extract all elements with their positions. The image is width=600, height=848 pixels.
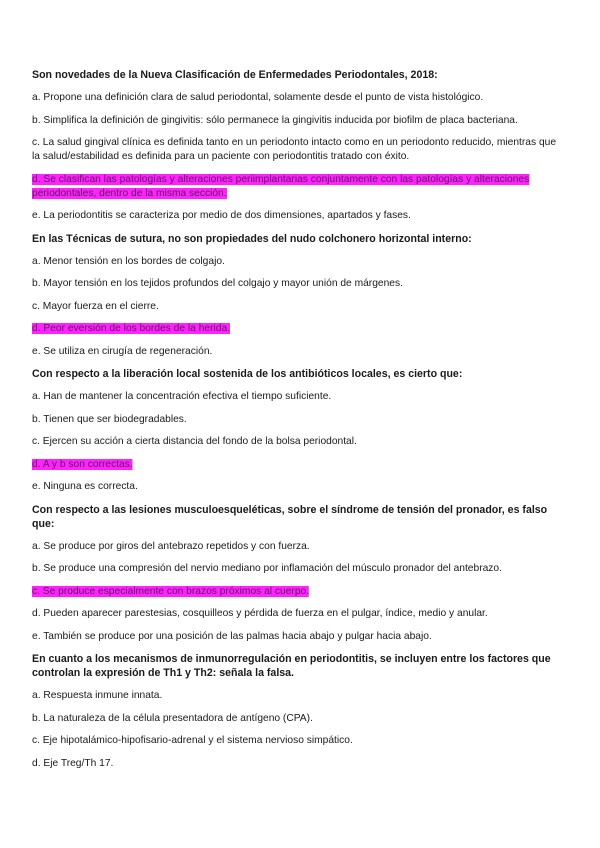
question-prompt: En las Técnicas de sutura, no son propiedades del nudo colchonero horizontal interno: xyxy=(32,232,472,245)
question-block xyxy=(32,503,570,644)
answer-option: b. Tienen que ser biodegradables. xyxy=(32,413,187,425)
highlighted-answer: d. Peor eversión de los bordes de la herida. xyxy=(32,323,231,334)
highlighted-answer: c. Se produce especialmente con brazos próximos al cuerpo. xyxy=(32,585,310,597)
answer-option: d. Pueden aparecer parestesias, cosquilleos y pérdida de fuerza en el pulgar, índice, medio y anular. xyxy=(32,608,488,619)
answer-option-highlighted xyxy=(32,173,562,201)
answer-option: b. Simplifica la definición de gingivitis: sólo permanece la gingivitis inducida por biofilm de placa bacteriana. xyxy=(32,114,518,126)
answer-option: c. Ejercen su acción a cierta distancia del fondo de la bolsa periodontal. xyxy=(32,436,357,447)
answer-option: b. Mayor tensión en los tejidos profundos del colgajo y mayor unión de márgenes. xyxy=(32,278,403,289)
document-page xyxy=(32,68,570,779)
answer-option: c. Eje hipotalámico-hipofisario-adrenal y el sistema nervioso simpático. xyxy=(32,735,353,746)
answer-option: e. La periodontitis se caracteriza por medio de dos dimensiones, apartados y fases. xyxy=(32,210,411,221)
answer-option: a. Propone una definición clara de salud periodontal, solamente desde el punto de vista histológico. xyxy=(32,92,484,103)
question-prompt: Son novedades de la Nueva Clasificación de Enfermedades Periodontales, 2018: xyxy=(32,69,438,81)
answer-option-highlighted xyxy=(32,322,562,336)
answer-option: c. Mayor fuerza en el cierre. xyxy=(32,300,159,312)
answer-option: d. Eje Treg/Th 17. xyxy=(32,757,114,769)
answer-option: b. La naturaleza de la célula presentadora de antígeno (CPA). xyxy=(32,712,313,724)
answer-option: a. Respuesta inmune innata. xyxy=(32,690,163,701)
question-block xyxy=(32,68,570,223)
answer-option: a. Han de mantener la concentración efectiva el tiempo suficiente. xyxy=(32,391,332,402)
question-prompt: En cuanto a los mecanismos de inmunorregulación en periodontitis, se incluyen entre los factores que controlan la expresión de Th1 y Th2: señala la falsa. xyxy=(32,653,551,679)
answer-option: b. Se produce una compresión del nervio mediano por inflamación del músculo pronador del antebrazo. xyxy=(32,563,502,574)
question-block xyxy=(32,367,570,494)
answer-option: e. Ninguna es correcta. xyxy=(32,481,138,492)
highlighted-answer: d. A y b son correctas. xyxy=(32,458,133,470)
highlighted-answer: d. Se clasifican las patologías y alteraciones periimplantarias conjuntamente con las patologías y alteraciones periodontales, dentro de la misma sección. xyxy=(32,173,530,199)
answer-option-highlighted xyxy=(32,585,562,599)
answer-option: e. Se utiliza en cirugía de regeneración. xyxy=(32,345,213,357)
question-block xyxy=(32,232,570,359)
answer-option: e. También se produce por una posición de las palmas hacia abajo y pulgar hacia abajo. xyxy=(32,630,432,642)
question-prompt: Con respecto a las lesiones musculoesqueléticas, sobre el síndrome de tensión del pronador, es falso que: xyxy=(32,503,548,530)
question-block xyxy=(32,652,570,771)
question-prompt: Con respecto a la liberación local sostenida de los antibióticos locales, es cierto que: xyxy=(32,368,463,380)
answer-option-highlighted xyxy=(32,458,562,472)
answer-option: a. Se produce por giros del antebrazo repetidos y con fuerza. xyxy=(32,540,310,552)
answer-option: c. La salud gingival clínica es definida tanto en un periodonto intacto como en un periodonto reducido, mientras que la salud/estabilidad es definida para un paciente con periodontitis tratado con éxito. xyxy=(32,137,557,162)
answer-option: a. Menor tensión en los bordes de colgajo. xyxy=(32,255,225,267)
